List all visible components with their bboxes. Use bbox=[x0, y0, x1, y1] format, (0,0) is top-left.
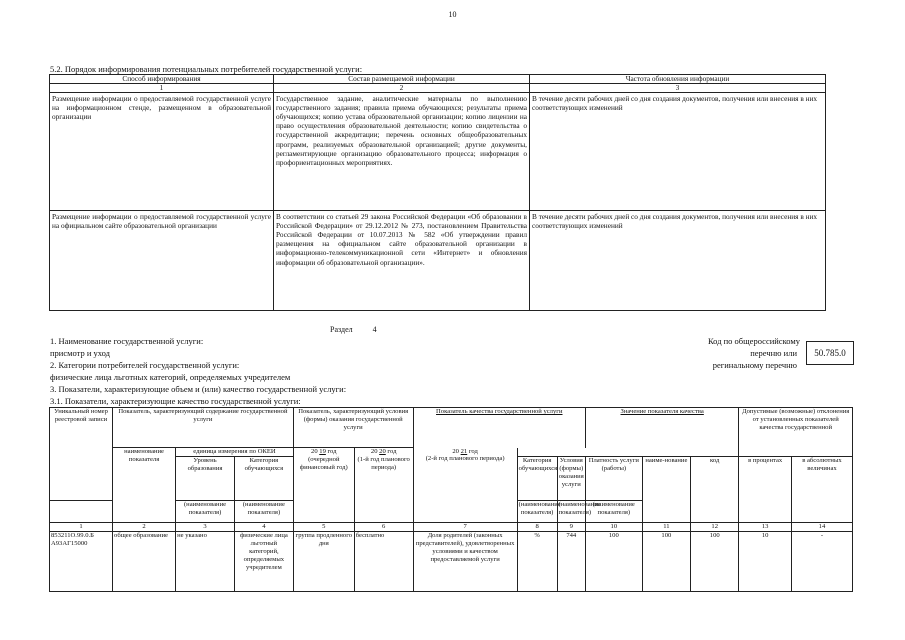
year-word: год bbox=[387, 448, 397, 455]
header-indicator-caption: (наименование показателя) bbox=[176, 500, 235, 522]
code-label-line3: регинальному перечню bbox=[712, 360, 797, 370]
year-prefix: 20 bbox=[452, 447, 459, 455]
cell-year-3: 100 bbox=[691, 531, 739, 591]
column-number: 11 bbox=[642, 522, 690, 531]
header-number: 3 bbox=[530, 84, 826, 93]
cell-deviation-absolute: - bbox=[791, 531, 852, 591]
service-name-label: 1. Наименование государственной услуги: bbox=[50, 336, 204, 346]
header-indicator-caption: (наименование показателя) bbox=[234, 500, 293, 522]
header-method: Способ информирования bbox=[50, 75, 274, 84]
header-frequency: Частота обновления информации bbox=[530, 75, 826, 84]
header-year-3 bbox=[413, 448, 517, 523]
section-5-2-heading: 5.2. Порядок информирования потенциальных потребителей государственной услуги: bbox=[50, 64, 363, 74]
column-number: 5 bbox=[293, 522, 354, 531]
info-table-header bbox=[50, 75, 826, 84]
cell-indicator: Доля родителей (законных представителей), удовлетворенных условиями и качеством предоставляемой услуги bbox=[413, 531, 517, 591]
year-prefix: 20 bbox=[370, 448, 378, 455]
header-conditions: Условия (формы) оказания услуги bbox=[557, 456, 585, 500]
column-number: 4 bbox=[234, 522, 293, 531]
year-subtitle: (1-й год планового периода) bbox=[357, 455, 410, 471]
service-name-value: присмотр и уход bbox=[50, 348, 111, 358]
column-number: 13 bbox=[739, 522, 792, 531]
column-number: 14 bbox=[791, 522, 852, 531]
consumer-category-label: 2. Категории потребителей государственной услуги: bbox=[50, 360, 240, 370]
column-number: 1 bbox=[50, 522, 113, 531]
info-content: Государственное задание, аналитические материалы по выполнению государственного задания; правила приема обучающихся; результаты приема обучающихся; копию устава образовательной организации; копию лицензии на право осуществления образовательной деятельности; копию свидетельства о государственной аккредитации; перечень основных общеобразовательных программ, реализуемых образовательной организацией; другие документы, регламентирующие организацию образовательного процесса; информация о профориентационных мероприятиях. bbox=[274, 93, 530, 211]
year-subtitle: (2-й год планового периода) bbox=[425, 455, 505, 463]
column-number: 9 bbox=[557, 522, 585, 531]
info-table-header-numbers bbox=[50, 84, 826, 93]
quality-indicators-heading: 3.1. Показатели, характеризующие качество государственной услуги: bbox=[50, 396, 301, 406]
quality-table bbox=[49, 407, 853, 592]
header-unique-number: Уникальный номер реестровой записи bbox=[50, 408, 113, 501]
header-indicator-caption: (наименование показателя) bbox=[557, 500, 585, 522]
header-year-1 bbox=[293, 448, 354, 523]
cell-year-1: 100 bbox=[585, 531, 642, 591]
cell-unit: % bbox=[517, 531, 557, 591]
column-number: 3 bbox=[176, 522, 235, 531]
info-method: Размещение информации о предоставляемой государственной услуге на информационном стенде, размещенном в образовательной организации bbox=[50, 93, 274, 211]
year-word: год bbox=[468, 447, 478, 455]
cell-unit-code: 744 bbox=[557, 531, 585, 591]
year-prefix: 20 bbox=[311, 448, 318, 455]
consumer-category-value: физические лица льготных категорий, определяемых учредителем bbox=[50, 372, 291, 382]
header-indicator-caption: (наименование показателя) bbox=[517, 500, 557, 522]
header-percent: в процентах bbox=[739, 456, 792, 522]
column-number: 12 bbox=[691, 522, 739, 531]
header-content-indicator: Показатель, характеризующий содержание государственной услуги bbox=[113, 408, 294, 448]
header-unit-name: наиме-нование bbox=[642, 456, 690, 522]
header-indicator-caption: (наименование показателя) bbox=[585, 500, 642, 522]
cell-category-2: физические лица льготный категорий, определяемых учредителем bbox=[234, 531, 293, 591]
year-suffix: 21 bbox=[460, 447, 468, 455]
header-unit-code: код bbox=[691, 456, 739, 522]
header-category-2: Категория обучающихся bbox=[517, 456, 557, 500]
year-suffix: 19 bbox=[319, 448, 326, 455]
header-deviation: Допустимые (возможные) отклонения от установленных показателей качества государственной bbox=[739, 408, 853, 457]
column-number: 8 bbox=[517, 522, 557, 531]
cell-conditions: группа продленного дня bbox=[293, 531, 354, 591]
header-number: 1 bbox=[50, 84, 274, 93]
cell-payment: бесплатно bbox=[354, 531, 413, 591]
column-number: 2 bbox=[113, 522, 176, 531]
header-content: Состав размещаемой информации bbox=[274, 75, 530, 84]
header-conditions-indicator: Показатель, характеризующий условия (формы) оказания государственной услуги bbox=[293, 408, 413, 448]
section-title bbox=[330, 325, 397, 334]
column-numbers-row bbox=[50, 522, 853, 531]
year-subtitle: (очередной финансовый год) bbox=[299, 455, 348, 471]
header-quality-value: Значение показателя качества bbox=[585, 408, 738, 448]
column-number: 10 bbox=[585, 522, 642, 531]
code-label-line2: перечню или bbox=[750, 348, 797, 358]
section-label: Раздел bbox=[330, 325, 353, 334]
section-number: 4 bbox=[372, 325, 377, 334]
header-quality-indicator: Показатель качества государственной услуги bbox=[413, 408, 585, 448]
year-suffix: 20 bbox=[379, 448, 386, 455]
table-row bbox=[50, 211, 826, 311]
header-unit: единица измерения по ОКЕИ bbox=[176, 448, 294, 457]
info-frequency: В течение десяти рабочих дней со дня создания документов, получения или внесения в них соответствующих изменений bbox=[530, 93, 826, 211]
registry-code-box: 50.785.0 bbox=[806, 341, 854, 365]
information-table bbox=[49, 74, 826, 311]
cell-year-2: 100 bbox=[642, 531, 690, 591]
indicators-heading: 3. Показатели, характеризующие объем и (или) качество государственной услуги: bbox=[50, 384, 347, 394]
header-level: Уровень образования bbox=[176, 456, 235, 500]
header-blank bbox=[50, 500, 113, 522]
code-label-line1: Код по общероссийскому bbox=[707, 336, 800, 346]
table-row bbox=[50, 531, 853, 591]
cell-category-1: не указано bbox=[176, 531, 235, 591]
cell-registry-id: 853211О.99.0.Б А93АГ15000 bbox=[50, 531, 113, 591]
header-payment: Платность услуги (работы) bbox=[585, 456, 642, 500]
header-number: 2 bbox=[274, 84, 530, 93]
header-indicator-name: наименование показателя bbox=[113, 448, 176, 523]
header-absolute: в абсолютных величинах bbox=[791, 456, 852, 522]
cell-level: общее образование bbox=[113, 531, 176, 591]
cell-deviation-percent: 10 bbox=[739, 531, 792, 591]
info-frequency: В течение десяти рабочих дней со дня создания документов, получения или внесения в них соответствующих изменений bbox=[530, 211, 826, 311]
column-number: 7 bbox=[413, 522, 517, 531]
year-word: год bbox=[327, 448, 337, 455]
column-number: 6 bbox=[354, 522, 413, 531]
info-content: В соответствии со статьей 29 закона Российской Федерации «Об образовании в Российской Федерации» от 29.12.2012 № 273, постановлением Правительства Российской Федерации от 10.07.2013 № 582 «Об утверждении правил размещения на официальном сайте образовательной организации в информационно-телекоммуникационной сети «Интернет» и обновления информации об образовательной организации». bbox=[274, 211, 530, 311]
header-year-2 bbox=[354, 448, 413, 523]
table-row bbox=[50, 93, 826, 211]
page-number: 10 bbox=[448, 10, 457, 19]
header-category-1: Категория обучающихся bbox=[234, 456, 293, 500]
info-method: Размещение информации о предоставляемой государственной услуге на официальном сайте образовательной организации bbox=[50, 211, 274, 311]
